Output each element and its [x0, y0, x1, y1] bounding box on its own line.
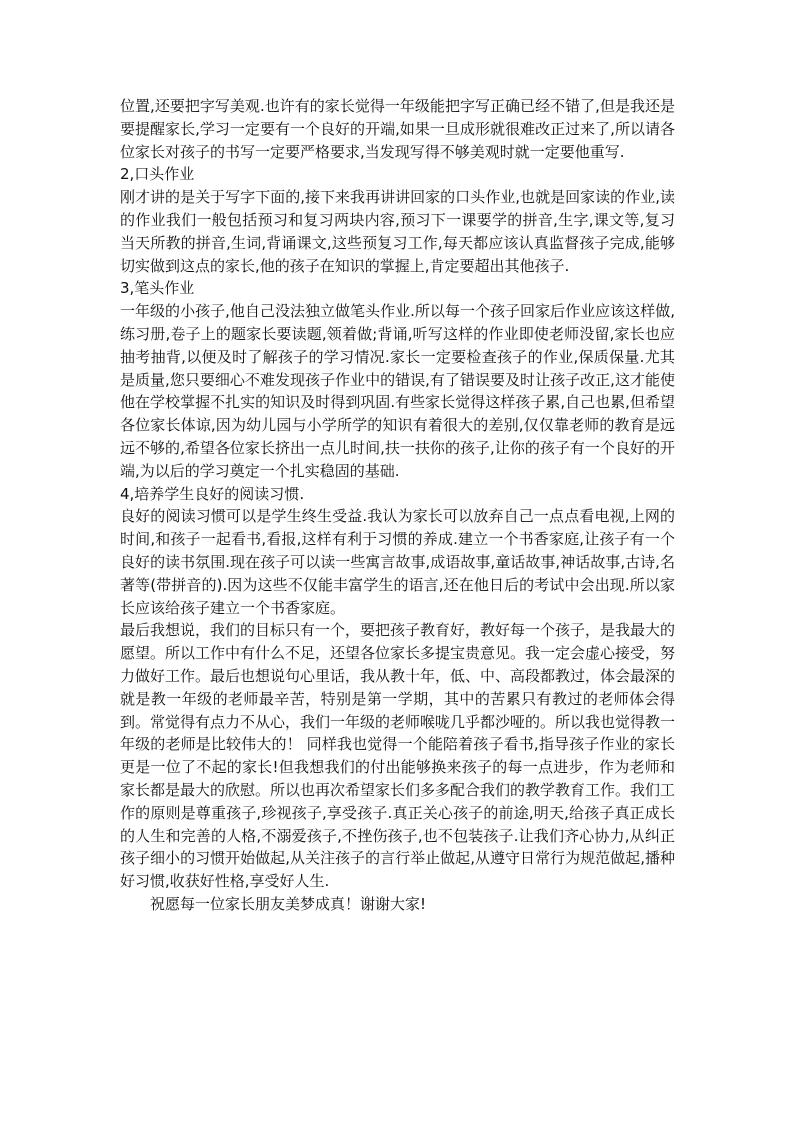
section-body-written-homework: 一年级的小孩子,他自己没法独立做笔头作业.所以每一个孩子回家后作业应该这样做,练习册,卷子上的题家长要读题,领着做;背诵,听写这样的作业即使老师没留,家长也应抽考抽背,以便及时了解孩子的学习情况.家长一定要检查孩子的作业,保质保量.尤其是质量,您只要细心不难发现孩子作业中的错误,有了错误要及时让孩子改正,这才能使他在学校掌握不扎实的知识及时得到巩固.有些家长觉得这样孩子累,自己也累,但希望各位家长体谅,因为幼儿园与小学所学的知识有着很大的差别,仅仅靠老师的教育是远远不够的,希望各位家长挤出一点儿时间,扶一扶你的孩子,让你的孩子有一个良好的开端,为以后的学习奠定一个扎实稳固的基础.	[120, 302, 675, 480]
section-heading-written-homework: 3,笔头作业	[120, 279, 195, 298]
final-paragraph: 最后我想说，我们的目标只有一个，要把孩子教育好，教好每一个孩子，是我最大的愿望。所以工作中有什么不足，还望各位家长多提宝贵意见。我一定会虚心接受，努力做好工作。最后也想说句心里话，我从教十年，低、中、高段都教过，体会最深的就是教一年级的老师最辛苦，特别是第一学期，其中的苦累只有教过的老师体会得到。常觉得有点力不从心，我们一年级的老师喉咙几乎都沙哑的。所以我也觉得教一年级的老师是比较伟大的！ 同样我也觉得一个能陪着孩子看书,指导孩子作业的家长更是一位了不起的家长!但我想我们的付出能够换来孩子的每一点进步，作为老师和家长都是最大的欣慰。所以也再次希望家长们多多配合我们的教学教育工作。我们工作的原则是尊重孩子,珍视孩子,享受孩子.真正关心孩子的前途,明天,给孩子真正成长的人生和完善的人格,不溺爱孩子,不挫伤孩子,也不包装孩子.让我们齐心协力,从纠正孩子细小的习惯开始做起,从关注孩子的言行举止做起,从遵守日常行为规范做起,播种好习惯,收获好性格,享受好人生.	[120, 621, 676, 891]
intro-paragraph: 位置,还要把字写美观.也许有的家长觉得一年级能把字写正确已经不错了,但是我还是要提醒家长,学习一定要有一个良好的开端,如果一旦成形就很难改正过来了,所以请各位家长对孩子的书写一定要严格要求,当发现写得不够美观时就一定要他重写.	[120, 97, 675, 161]
section-body-reading-habits: 良好的阅读习惯可以是学生终生受益.我认为家长可以放弃自己一点点看电视,上网的时间,和孩子一起看书,看报,这样有利于习惯的养成.建立一个书香家庭,让孩子有一个良好的读书氛围.现在孩子可以读一些寓言故事,成语故事,童话故事,神话故事,古诗,名著等(带拼音的).因为这些不仅能丰富学生的语言,还在他日后的考试中会出现.所以家长应该给孩子建立一个书香家庭。	[120, 507, 675, 617]
section-body-oral-homework: 刚才讲的是关于写字下面的,接下来我再讲讲回家的口头作业,也就是回家读的作业,读的作业我们一般包括预习和复习两块内容,预习下一课要学的拼音,生字,课文等,复习当天所教的拼音,生词,背诵课文,这些预复习工作,每天都应该认真监督孩子完成,能够切实做到这点的家长,他的孩子在知识的掌握上,肯定要超出其他孩子.	[120, 188, 675, 275]
section-heading-reading-habits: 4,培养学生良好的阅读习惯.	[120, 484, 305, 503]
document-page	[120, 95, 675, 916]
closing-line: 祝愿每一位家长朋友美梦成真！谢谢大家!	[150, 894, 427, 913]
section-heading-oral-homework: 2,口头作业	[120, 165, 195, 184]
